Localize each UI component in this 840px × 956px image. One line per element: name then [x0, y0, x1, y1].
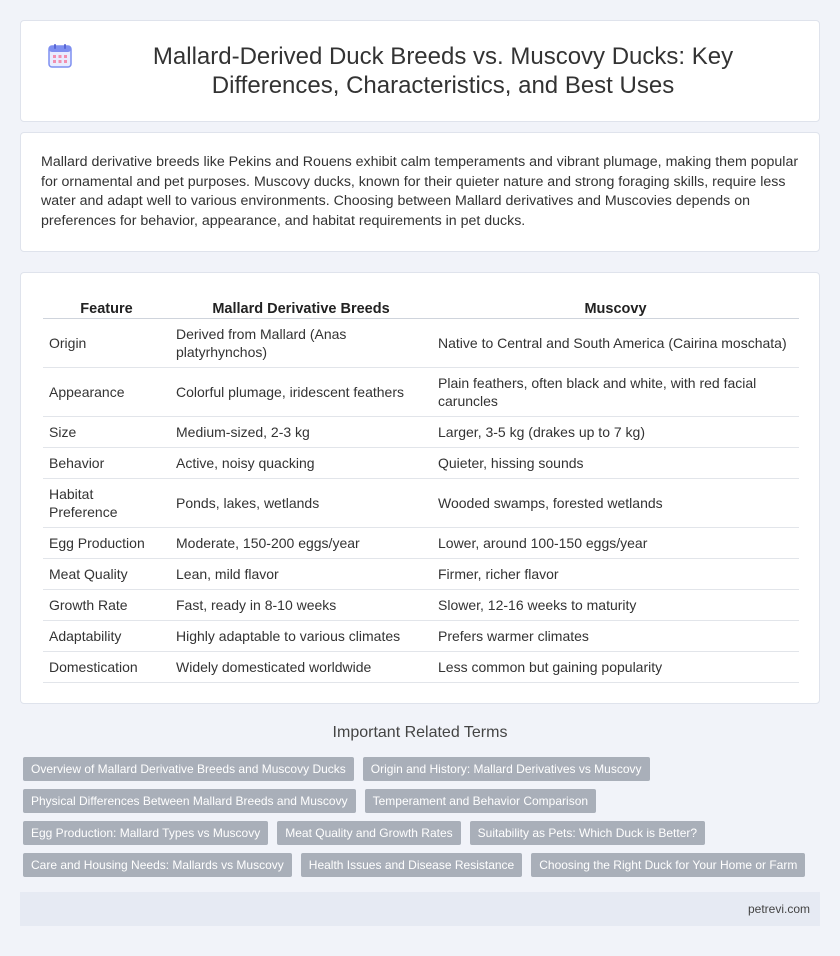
tag-row — [23, 853, 823, 877]
cell-feature: Appearance — [43, 368, 170, 417]
cell-muscovy: Prefers warmer climates — [432, 621, 799, 652]
calendar-icon — [47, 43, 73, 69]
cell-muscovy: Firmer, richer flavor — [432, 559, 799, 590]
cell-mallard: Moderate, 150-200 eggs/year — [170, 528, 432, 559]
cell-mallard: Lean, mild flavor — [170, 559, 432, 590]
related-tag[interactable]: Suitability as Pets: Which Duck is Better? — [470, 821, 705, 845]
intro-card — [20, 132, 820, 252]
cell-feature: Origin — [43, 319, 170, 368]
table-row — [43, 652, 799, 683]
header-muscovy: Muscovy — [432, 295, 799, 319]
cell-muscovy: Wooded swamps, forested wetlands — [432, 479, 799, 528]
cell-muscovy: Larger, 3-5 kg (drakes up to 7 kg) — [432, 417, 799, 448]
related-tags — [23, 757, 823, 885]
cell-mallard: Ponds, lakes, wetlands — [170, 479, 432, 528]
related-tag[interactable]: Temperament and Behavior Comparison — [365, 789, 596, 813]
table-row — [43, 528, 799, 559]
cell-feature: Growth Rate — [43, 590, 170, 621]
table-row — [43, 559, 799, 590]
related-tag[interactable]: Choosing the Right Duck for Your Home or Farm — [531, 853, 805, 877]
cell-muscovy: Plain feathers, often black and white, with red facial caruncles — [432, 368, 799, 417]
cell-feature: Domestication — [43, 652, 170, 683]
header-feature: Feature — [43, 295, 170, 319]
table-header-row — [43, 295, 799, 319]
comparison-table-card — [20, 272, 820, 704]
cell-mallard: Derived from Mallard (Anas platyrhynchos) — [170, 319, 432, 368]
tag-row — [23, 757, 823, 781]
table-row — [43, 479, 799, 528]
cell-feature: Meat Quality — [43, 559, 170, 590]
cell-mallard: Highly adaptable to various climates — [170, 621, 432, 652]
related-tag[interactable]: Meat Quality and Growth Rates — [277, 821, 460, 845]
cell-muscovy: Lower, around 100-150 eggs/year — [432, 528, 799, 559]
table-row — [43, 590, 799, 621]
header-mallard: Mallard Derivative Breeds — [170, 295, 432, 319]
cell-feature: Size — [43, 417, 170, 448]
intro-paragraph: Mallard derivative breeds like Pekins and Rouens exhibit calm temperaments and vibrant plumage, making them popular for ornamental and pet purposes. Muscovy ducks, known for their quieter nature and strong foraging skills, require less water and adapt well to various environments. Choosing between Mallard derivatives and Muscovies depends on preferences for behavior, appearance, and habitat requirements in pet ducks. — [41, 154, 799, 229]
table-row — [43, 368, 799, 417]
tag-row — [23, 789, 823, 813]
cell-muscovy: Less common but gaining popularity — [432, 652, 799, 683]
related-tag[interactable]: Overview of Mallard Derivative Breeds and Muscovy Ducks — [23, 757, 354, 781]
cell-muscovy: Slower, 12-16 weeks to maturity — [432, 590, 799, 621]
cell-feature: Adaptability — [43, 621, 170, 652]
related-terms-title: Important Related Terms — [332, 724, 508, 741]
related-tag[interactable]: Health Issues and Disease Resistance — [301, 853, 522, 877]
cell-mallard: Colorful plumage, iridescent feathers — [170, 368, 432, 417]
cell-mallard: Widely domesticated worldwide — [170, 652, 432, 683]
cell-mallard: Fast, ready in 8-10 weeks — [170, 590, 432, 621]
cell-mallard: Medium-sized, 2-3 kg — [170, 417, 432, 448]
table-row — [43, 319, 799, 368]
cell-muscovy: Quieter, hissing sounds — [432, 448, 799, 479]
table-row — [43, 448, 799, 479]
page-title: Mallard-Derived Duck Breeds vs. Muscovy Ducks: Key Differences, Characteristics, and Best Uses — [152, 43, 734, 99]
related-tag[interactable]: Egg Production: Mallard Types vs Muscovy — [23, 821, 268, 845]
comparison-table — [43, 295, 799, 683]
table-row — [43, 621, 799, 652]
table-row — [43, 417, 799, 448]
cell-muscovy: Native to Central and South America (Cairina moschata) — [432, 319, 799, 368]
tag-row — [23, 821, 823, 845]
related-tag[interactable]: Care and Housing Needs: Mallards vs Muscovy — [23, 853, 292, 877]
related-tag[interactable]: Physical Differences Between Mallard Breeds and Muscovy — [23, 789, 356, 813]
header-card — [20, 20, 820, 122]
cell-feature: Egg Production — [43, 528, 170, 559]
cell-feature: Habitat Preference — [43, 479, 170, 528]
footer-site-link[interactable]: petrevi.com — [747, 902, 810, 916]
cell-feature: Behavior — [43, 448, 170, 479]
footer — [20, 892, 820, 926]
related-tag[interactable]: Origin and History: Mallard Derivatives vs Muscovy — [363, 757, 650, 781]
cell-mallard: Active, noisy quacking — [170, 448, 432, 479]
